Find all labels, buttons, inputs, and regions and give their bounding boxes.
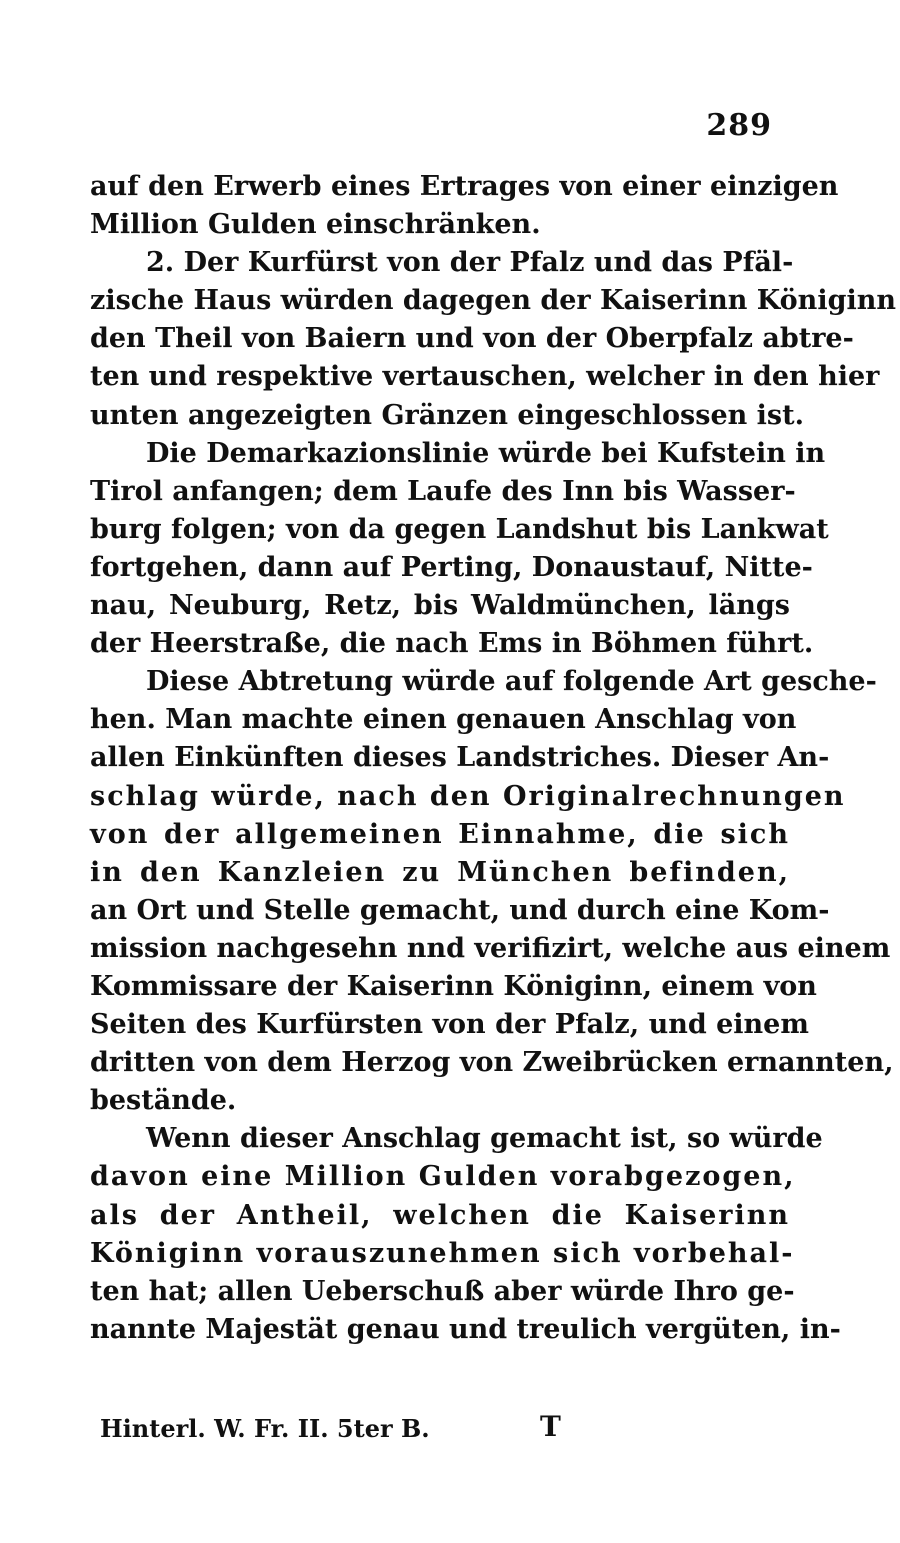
- text-line-29: Königinn vorauszunehmen sich vorbehal-: [90, 1237, 795, 1269]
- body-text: [90, 168, 896, 1349]
- text-line-13: der Heerstraße, die nach Ems in Böhmen führt.: [90, 628, 814, 660]
- text-line-11: fortgehen, dann auf Perting, Donaustauf, Nitte-: [90, 551, 813, 583]
- text-line-5: den Theil von Baiern und von der Oberpfalz abtre-: [90, 323, 854, 355]
- text-line-10: burg folgen; von da gegen Landshut bis Lankwat: [90, 513, 829, 545]
- text-line-26: Wenn dieser Anschlag gemacht ist, so würde: [146, 1123, 823, 1155]
- text-line-25: bestände.: [90, 1085, 237, 1117]
- text-line-21: mission nachgesehn nnd verifizirt, welche aus einem: [90, 932, 891, 964]
- text-line-15: hen. Man machte einen genauen Anschlag von: [90, 704, 797, 736]
- page-number: 289: [706, 108, 772, 143]
- text-line-24: dritten von dem Herzog von Zweibrücken ernannten,: [90, 1047, 894, 1079]
- text-line-14: Diese Abtretung würde auf folgende Art gesche-: [146, 666, 877, 698]
- text-line-28: als der Antheil, welchen die Kaiserinn: [90, 1199, 790, 1231]
- text-line-1: auf den Erwerb eines Ertrages von einer einzigen: [90, 171, 839, 202]
- signature-line: Hinterl. W. Fr. II. 5ter B.: [100, 1414, 430, 1443]
- text-line-16: allen Einkünften dieses Landstriches. Dieser An-: [90, 742, 830, 774]
- text-line-18: von der allgemeinen Einnahme, die sich: [90, 818, 790, 850]
- text-line-30: ten hat; allen Ueberschuß aber würde Ihro ge-: [90, 1275, 795, 1307]
- text-line-23: Seiten des Kurfürsten von der Pfalz, und einem: [90, 1009, 809, 1041]
- text-line-31: nannte Majestät genau und treulich vergüten, in-: [90, 1313, 841, 1345]
- text-line-19: in den Kanzleien zu München befinden,: [90, 856, 790, 888]
- text-line-7: unten angezeigten Gränzen eingeschlossen ist.: [90, 399, 804, 431]
- text-line-2: Million Gulden einschränken.: [90, 209, 541, 241]
- text-line-27: davon eine Million Gulden vorabgezogen,: [90, 1161, 796, 1193]
- text-line-4: zische Haus würden dagegen der Kaiserinn Königinn: [90, 285, 896, 317]
- text-line-22: Kommissare der Kaiserinn Königinn, einem von: [90, 970, 817, 1002]
- text-line-17: schlag würde, nach den Originalrechnungen: [90, 780, 846, 812]
- text-line-3: 2. Der Kurfürst von der Pfalz und das Pfäl-: [146, 247, 794, 279]
- text-line-6: ten und respektive vertauschen, welcher in den hier: [90, 361, 880, 393]
- text-line-12: nau, Neuburg, Retz, bis Waldmünchen, längs: [90, 590, 790, 622]
- catchword: T: [540, 1410, 561, 1443]
- text-line-20: an Ort und Stelle gemacht, und durch eine Kom-: [90, 894, 830, 926]
- text-line-9: Tirol anfangen; dem Laufe des Inn bis Wasser-: [90, 475, 796, 507]
- text-line-8: Die Demarkazionslinie würde bei Kufstein in: [146, 437, 826, 469]
